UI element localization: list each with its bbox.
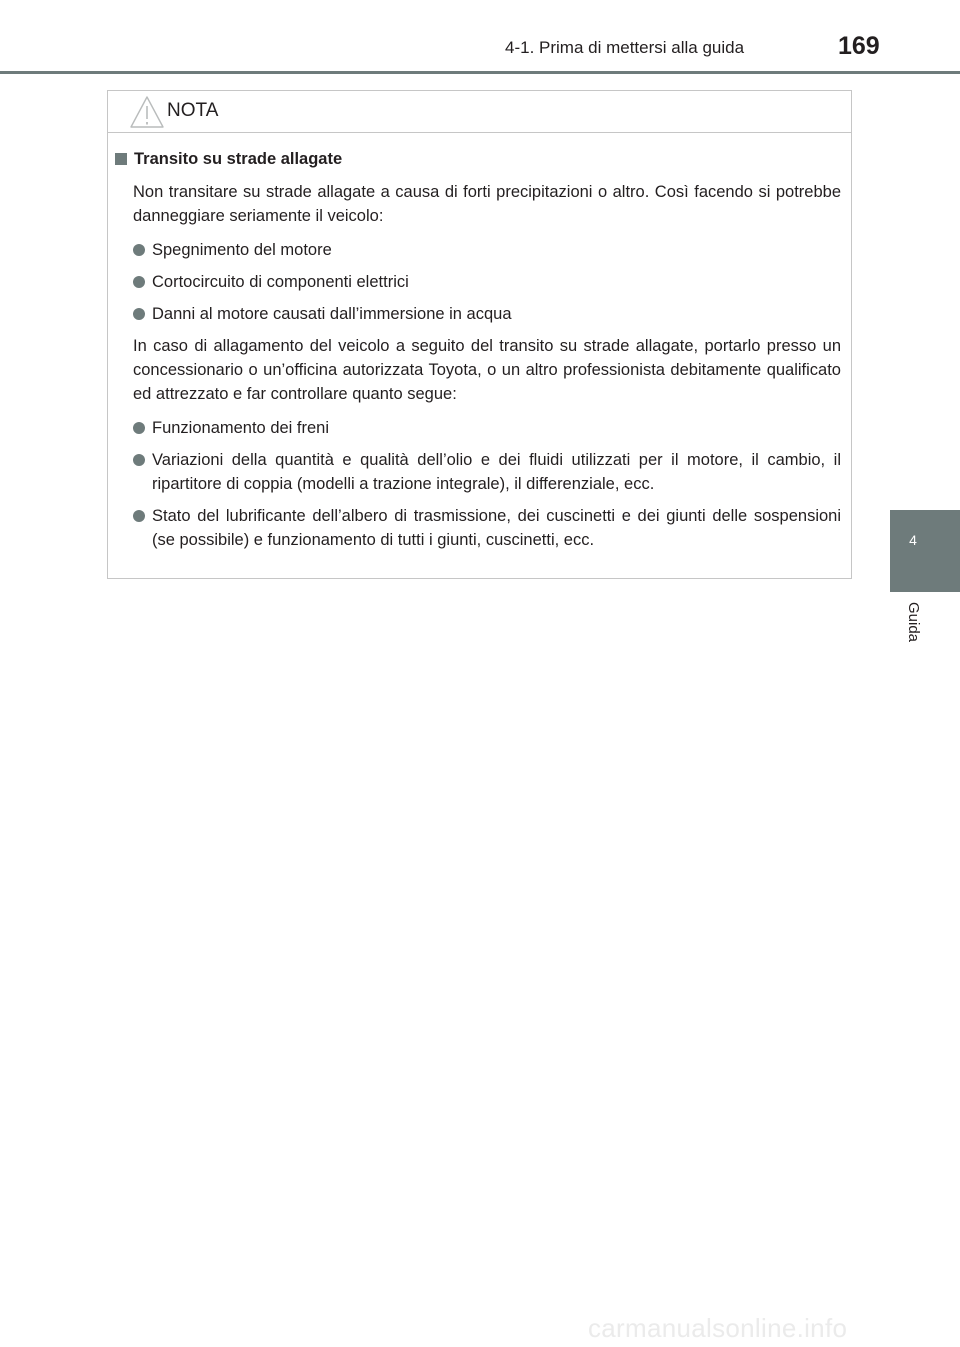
page-number: 169 (838, 32, 880, 60)
watermark: carmanualsonline.info (588, 1313, 848, 1343)
bullet-dot-icon (133, 276, 145, 288)
list-item (133, 416, 841, 440)
bullet-dot-icon (133, 244, 145, 256)
list-item-text: Stato del lubrificante dell’albero di trasmissione, dei cuscinetti e dei giunti delle sospensioni (se possibile) e funzionamento di tutti i giunti, cuscinetti, ecc. (152, 507, 841, 549)
list-item-text: Danni al motore causati dall’immersione in acqua (152, 305, 512, 323)
warning-triangle-icon (129, 95, 165, 129)
chapter-label: Guida (905, 602, 922, 643)
list-item (133, 448, 841, 496)
note-body (108, 149, 851, 560)
chapter-number: 4 (909, 532, 917, 548)
square-bullet-icon (115, 153, 127, 165)
bullet-dot-icon (133, 454, 145, 466)
list-item-text: Funzionamento dei freni (152, 419, 330, 437)
advice-paragraph: In caso di allagamento del veicolo a seguito del transito su strade allagate, portarlo presso un concessionario o un’officina autorizzata Toyota, o un altro professionista debitamente qualificato ed attrezzato e far controllare quanto segue: (133, 337, 841, 403)
list-item-text: Spegnimento del motore (152, 241, 332, 259)
intro-paragraph: Non transitare su strade allagate a causa di forti precipitazioni o altro. Così facendo si potrebbe danneggiare seriamente il veicolo: (133, 183, 841, 225)
bullet-dot-icon (133, 510, 145, 522)
note-box (107, 90, 852, 579)
note-label: NOTA (167, 100, 219, 121)
running-header: 4-1. Prima di mettersi alla guida (505, 38, 745, 57)
bullet-dot-icon (133, 422, 145, 434)
chapter-tab (890, 510, 960, 592)
list-item (133, 238, 841, 262)
list-item (133, 504, 841, 552)
list-item-text: Cortocircuito di componenti elettrici (152, 273, 409, 291)
list-item (133, 270, 841, 294)
bullet-dot-icon (133, 308, 145, 320)
section-title-text: Transito su strade allagate (134, 150, 343, 168)
note-header (108, 91, 851, 133)
list-item-text: Variazioni della quantità e qualità dell’olio e dei fluidi utilizzati per il motore, il cambio, il ripartitore di coppia (modelli a trazione integrale), il differenziale, ecc. (152, 451, 841, 493)
list-item (133, 302, 841, 326)
section-title (115, 149, 851, 170)
header-rule (0, 71, 960, 74)
